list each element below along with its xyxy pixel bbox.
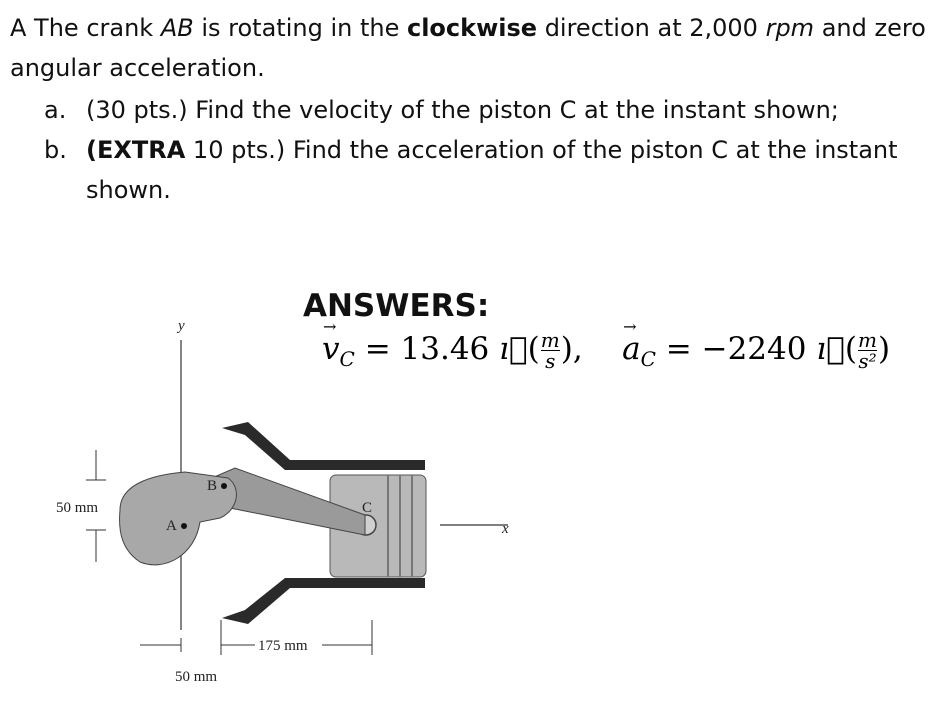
point-b-dot bbox=[221, 483, 227, 489]
ac-unit-denominator: s² bbox=[858, 349, 877, 373]
subquestion-b-text: 10 pts.) Find the acceleration of the piston C at the instant bbox=[185, 136, 898, 164]
ac-value: = −2240 bbox=[665, 331, 807, 367]
problem-statement bbox=[10, 8, 930, 88]
vc-value: = 13.46 bbox=[364, 331, 490, 367]
point-a-dot bbox=[181, 523, 187, 529]
y-axis-label: y bbox=[178, 318, 185, 334]
answers-equation: → $v_C = 13.46$ ı⃗( $\frac{m}{s}$ ), → $a_C = -2240$ ı⃗( $\frac{m}{\text{s²}}$ ) bbox=[322, 330, 890, 371]
dim-50mm-vertical-label: 50 mm bbox=[56, 500, 99, 516]
intro-text: and zero bbox=[814, 14, 926, 42]
subquestion-a-text: (30 pts.) Find the velocity of the piston C at the instant shown; bbox=[86, 96, 839, 124]
vc-letter: v bbox=[322, 331, 340, 367]
dim-50mm-horizontal-label: 50 mm bbox=[175, 669, 218, 685]
ac-letter: a bbox=[622, 331, 641, 367]
ac-symbol bbox=[622, 331, 640, 367]
problem-intro-line1 bbox=[10, 8, 930, 48]
intro-text: is rotating in the bbox=[193, 14, 407, 42]
subquestion-a-letter: a. bbox=[44, 96, 67, 124]
x-axis-label: x bbox=[502, 521, 509, 537]
answers-title: ANSWERS: bbox=[303, 288, 490, 324]
vc-subscript: C bbox=[339, 347, 355, 372]
ac-unit-vector: ı⃗ bbox=[816, 331, 845, 367]
ac-subscript: C bbox=[640, 347, 656, 372]
ac-unit-fraction bbox=[858, 330, 877, 371]
intro-text: A The crank bbox=[10, 14, 161, 42]
point-c-label: C bbox=[362, 500, 373, 516]
problem-intro-line2: angular acceleration. bbox=[10, 54, 265, 82]
subquestion-b-letter: b. bbox=[44, 136, 67, 164]
subquestion-a bbox=[44, 90, 920, 130]
crank-label: AB bbox=[160, 14, 194, 42]
vc-unit-denominator: s bbox=[541, 350, 560, 371]
vc-unit-vector: ı⃗ bbox=[499, 331, 528, 367]
point-b-label: B bbox=[207, 478, 218, 494]
subquestion-b-text-cont: shown. bbox=[86, 176, 171, 204]
ac-unit-numerator: m bbox=[857, 328, 877, 352]
clockwise-text: clockwise bbox=[406, 14, 538, 42]
subquestion-b-extra: (EXTRA bbox=[86, 136, 186, 164]
point-a-label: A bbox=[166, 518, 177, 534]
intro-text: direction at 2,000 bbox=[537, 14, 766, 42]
dim-175mm-label: 175 mm bbox=[258, 638, 308, 654]
rpm-unit: rpm bbox=[765, 14, 815, 42]
vc-unit-fraction bbox=[541, 330, 560, 371]
vc-symbol bbox=[322, 331, 340, 367]
subquestion-b bbox=[44, 130, 920, 210]
vc-unit-numerator: m bbox=[540, 328, 560, 352]
